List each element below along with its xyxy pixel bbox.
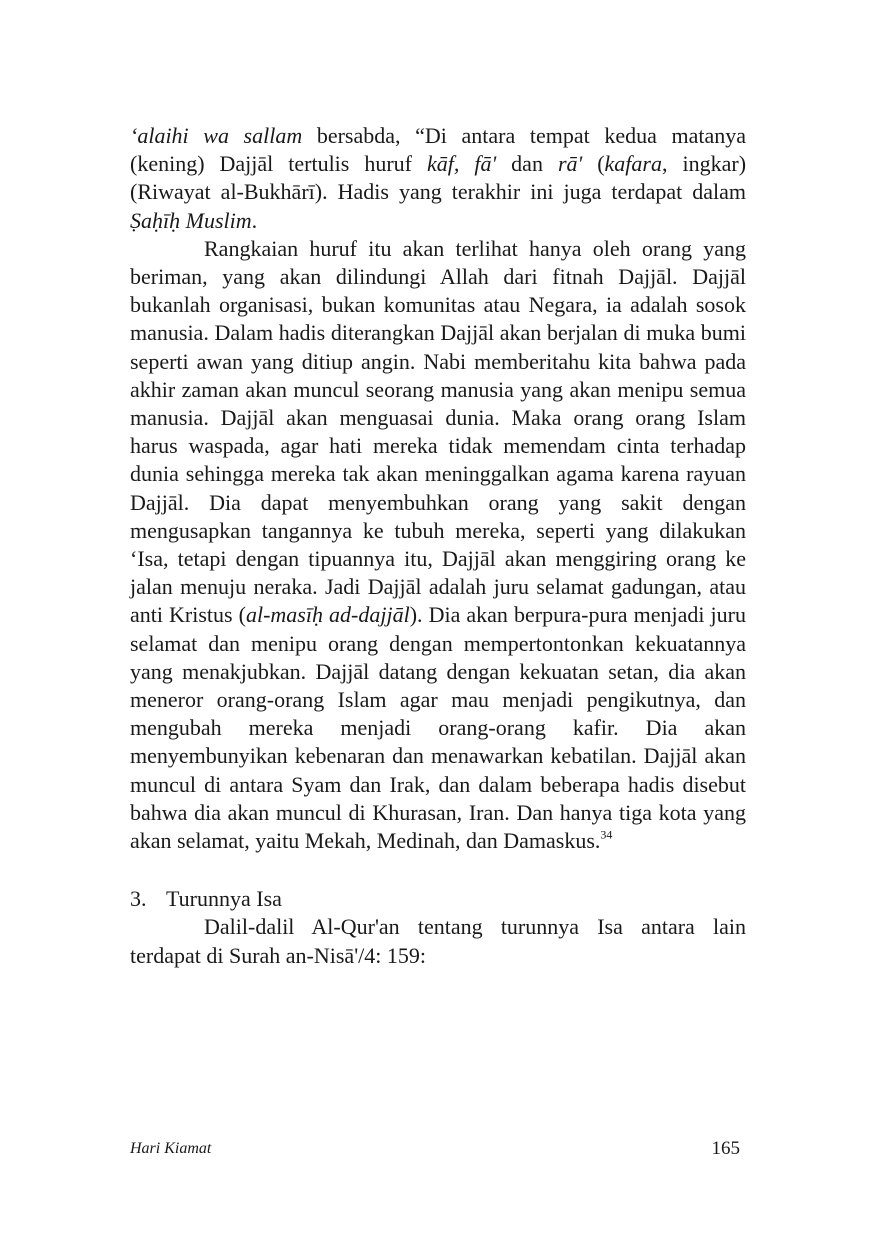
- paragraph1-text-4: dan: [496, 151, 558, 177]
- running-footer-title: Hari Kiamat: [130, 1140, 212, 1157]
- paragraph1-text-5: rā': [557, 151, 583, 177]
- page-footer: [130, 1138, 740, 1162]
- paragraph1-text-6: (: [582, 151, 605, 177]
- section-title: Turunnya Isa: [166, 886, 282, 912]
- section-heading: [130, 885, 746, 913]
- paragraph2-text-3: ). Dia akan berpura-pura menjadi juru selamat dan menipu orang dengan mempertontonkan kekuatannya yang menakjubkan. Dajjāl datang dengan kekuatan setan, dia akan meneror orang-orang Islam agar mau menjadi pengikutnya, dan mengubah mereka menjadi orang-orang kafir. Dia akan menyembunyikan kebenaran dan menawarkan kebatilan. Dajjāl akan muncul di antara Syam dan Irak, dan dalam beberapa hadis disebut bahwa dia akan muncul di Khurasan, Iran. Dan hanya tiga kota yang akan selamat, yaitu Mekah, Medinah, dan Damaskus.: [130, 602, 746, 854]
- page-number: 165: [711, 1138, 740, 1159]
- paragraph-quran-reference: Dalil-dalil Al-Qur'an tentang turunnya Isa antara lain terdapat di Surah an-Nisā'/4: 159:: [130, 914, 746, 968]
- paragraph1-text-7: kafara: [604, 151, 662, 177]
- paragraph1-text-8: , ingkar) (Riwayat al-Bukhārī). Hadis yang terakhir ini juga terdapat dalam: [130, 151, 747, 205]
- paragraph1-text-3: kāf, fā': [427, 151, 497, 177]
- footnote-reference[interactable]: 34: [600, 827, 613, 842]
- paragraph1-text-10: .: [251, 207, 258, 233]
- paragraph-dajjal-description: [130, 235, 746, 855]
- paragraph1-text-9: Ṣaḥīḥ Muslim: [130, 207, 252, 233]
- paragraph2-text-1: Rangkaian huruf itu akan terlihat hanya oleh orang yang beriman, yang akan dilindungi Allah dari fitnah Dajjāl. Dajjāl bukanlah organisasi, bukan komunitas atau Negara, ia adalah sosok manusia. Dalam hadis diterangkan Dajjāl akan berjalan di muka bumi seperti awan yang ditiup angin. Nabi memberitahu kita bahwa pada akhir zaman akan muncul seorang manusia yang akan menipu semua manusia. Dajjāl akan menguasai dunia. Maka orang orang Islam harus waspada, agar hati mereka tidak memendam cinta terhadap dunia sehingga mereka tak akan meninggalkan agama karena rayuan Dajjāl. Dia dapat menyembuhkan orang yang sakit dengan mengusapkan tangannya ke tubuh mereka, seperti yang dilakukan ‘Isa, tetapi dengan tipuannya itu, Dajjāl akan menggiring orang ke jalan menuju neraka. Jadi Dajjāl adalah juru selamat gadungan, atau anti Kristus (: [130, 235, 746, 628]
- paragraph1-text-1: ‘alaihi wa sallam: [130, 123, 303, 148]
- paragraph-hadith-continuation: [130, 122, 746, 235]
- paragraph1-text-2: bersabda, “Di antara tempat kedua matanya (kening) Dajjāl tertulis huruf: [130, 123, 746, 177]
- section-number: 3.: [130, 886, 147, 912]
- main-content: [130, 122, 746, 970]
- paragraph2-text-2: al-masīḥ ad-dajjāl: [245, 602, 410, 628]
